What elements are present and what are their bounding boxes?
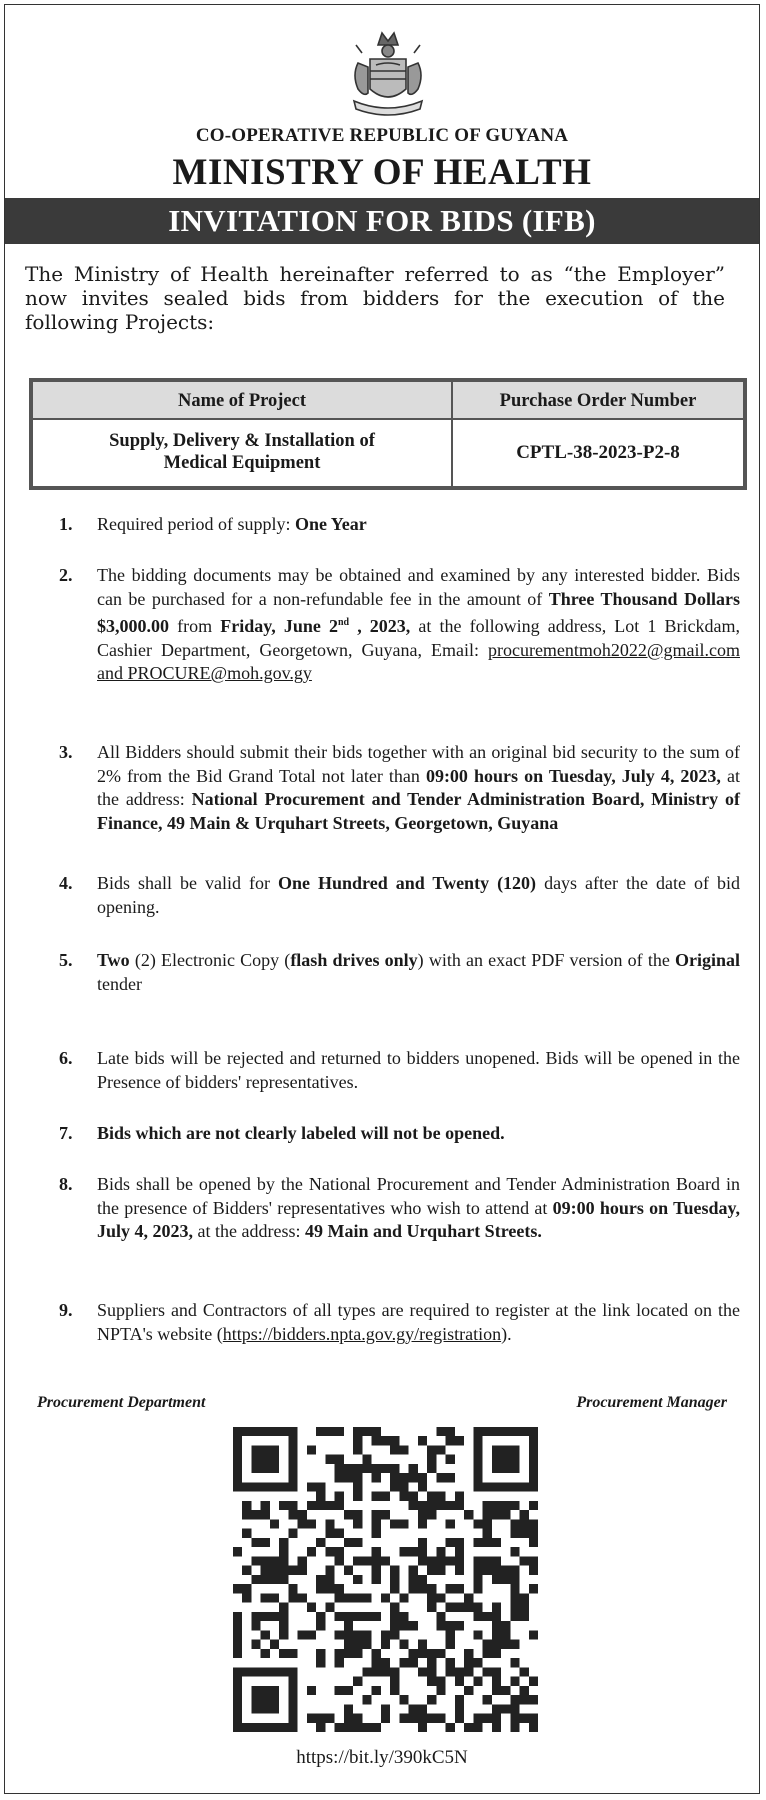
ministry-title: MINISTRY OF HEALTH — [172, 152, 592, 193]
project-table — [29, 378, 747, 490]
ifb-notice: CO-OPERATIVE REPUBLIC OF GUYANA MINISTRY OF HEALTH INVITATION FOR BIDS (IFB) The Ministry of Health hereinafter referred to as “the Employer” now invites sealed bids from bidders for the execution of the following Projects: Name of Project Purchase Order Number Supply, Delivery & Installation of Medical Equipment CPTL-38-2023-P2-8 1. Required period of supply: One Year 2. The bidding documents may be obtained and examined by any interested bidder. Bids can be purchased for a non-refundable fee in the amount of Three Thousand Dollars $3,000.00 from Friday, June 2nd , 2023, at the following address, Lot 1 Brickdam, Cashier Department, Georgetown, Guyana, Email: procurementmoh2022@gmail.com and PROCURE@moh.gov.gy 3. All Bidders should submit their bids together with an original bid security to the sum of 2% from the Bid Grand Total not later than 09:00 hours on Tuesday, July 4, 2023, at the address: National Procurement and Tender Administration Board, Ministry of Finance, 49 Main & Urquhart Streets, Georgetown, Guyana 4. Bids shall be valid for One Hundred and Twenty (120) days after the date of bid opening. 5. Two (2) Electronic Copy (flash drives only) with an exact PDF version of the Original tender 6. Late bids will be rejected and returned to bidders unopened. Bids will be opened in the Presence of bidders' representatives. 7. Bids which are not clearly labeled will not be opened. 8. Bids shall be opened by the National Procurement and Tender Administration Board in the presence of Bidders' representatives who wish to attend at 09:00 hours on Tuesday, July 4, 2023, at the address: 49 Main and Urquhart Streets. 9. Suppliers and Contractors of all types are required to register at the link located on the NPTA's website (https://bidders.npta.gov.gy/registration). Procurement Department Procurement Manager https://bit.ly/390kC5N — [4, 4, 760, 1794]
registration-link[interactable]: https://bidders.npta.gov.gy/registration — [222, 1323, 502, 1344]
qr-code-icon[interactable] — [233, 1427, 538, 1732]
intro-paragraph: The Ministry of Health hereinafter referred to as “the Employer” now invites sealed bids from bidders for the execution of the following Projects: — [25, 262, 725, 334]
header-project-name: Name of Project — [33, 382, 453, 420]
republic-title: CO-OPERATIVE REPUBLIC OF GUYANA — [195, 125, 569, 146]
cell-project-name: Supply, Delivery & Installation of Medical Equipment — [33, 420, 453, 486]
guyana-coat-of-arms-icon — [338, 23, 438, 123]
ifb-banner: INVITATION FOR BIDS (IFB) — [5, 198, 759, 244]
header-po-number: Purchase Order Number — [453, 382, 743, 420]
signature-procurement-department: Procurement Department — [37, 1394, 206, 1411]
cell-po-number: CPTL-38-2023-P2-8 — [516, 442, 680, 463]
signature-procurement-manager: Procurement Manager — [576, 1394, 727, 1411]
short-url-link[interactable]: https://bit.ly/390kC5N — [296, 1747, 468, 1768]
email-link[interactable]: procurementmoh2022@gmail.com and PROCURE@moh.gov.gy — [97, 639, 740, 683]
